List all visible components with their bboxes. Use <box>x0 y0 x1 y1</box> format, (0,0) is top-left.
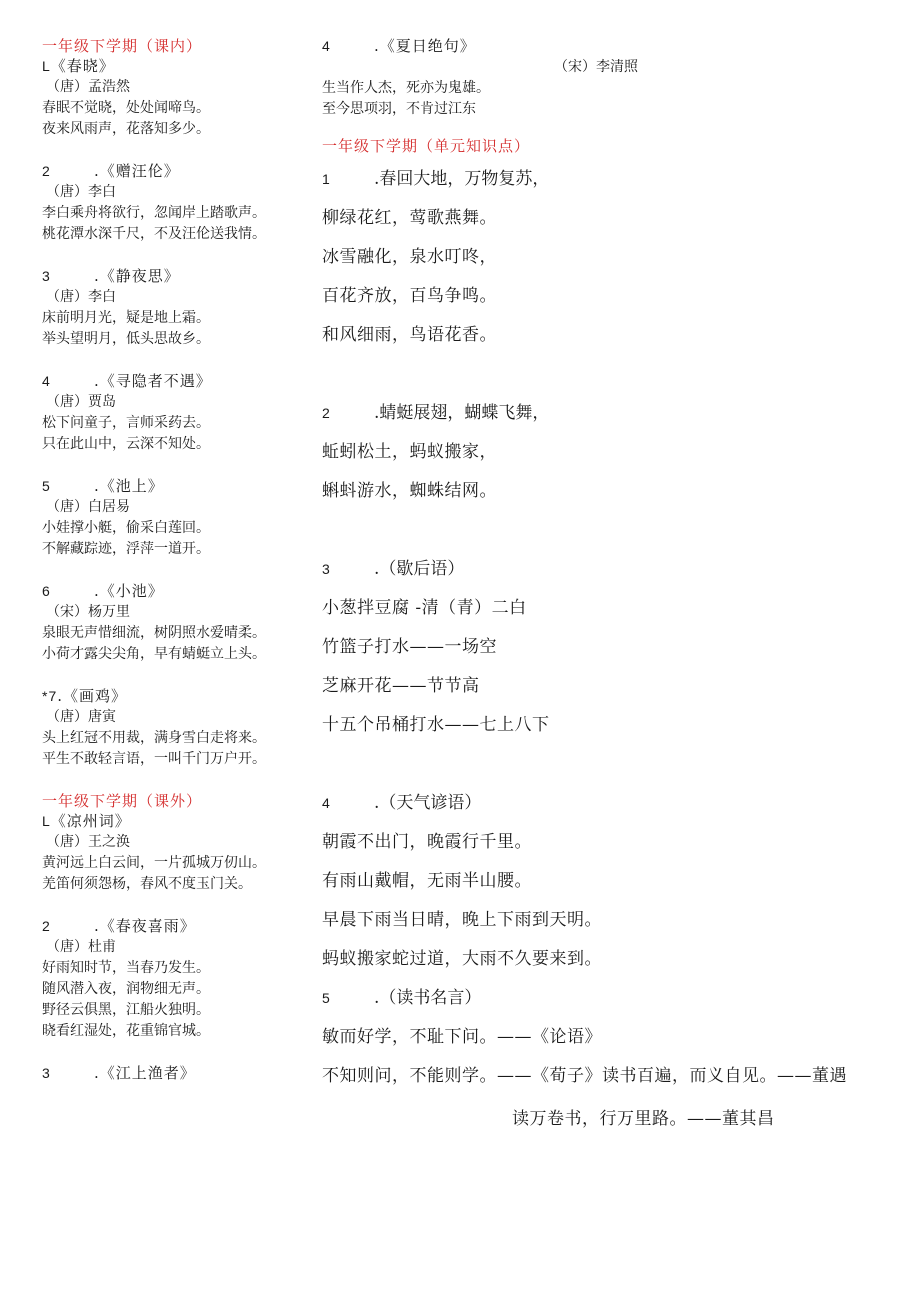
knowledge-block <box>322 550 882 784</box>
poem-number: 3 <box>42 268 51 284</box>
poem-line: 小娃撑小艇，偷采白莲回。 <box>42 520 210 536</box>
poem-number: 6 <box>42 583 51 599</box>
poem-number: 4 <box>42 373 51 389</box>
poem-title-text: 《春晓》 <box>50 57 115 75</box>
knowledge-line: 百花齐放，百鸟争鸣。 <box>322 286 497 306</box>
knowledge-block-number: 2 <box>322 405 330 421</box>
poem-item <box>42 686 297 770</box>
knowledge-line: 蚯蚓松土，蚂蚁搬家， <box>322 442 497 462</box>
poem-number: 5 <box>42 478 51 494</box>
section-title-unit-knowledge: 一年级下学期（单元知识点） <box>322 137 531 155</box>
knowledge-block-head-text: .（读书名言） <box>374 988 482 1008</box>
poem-number: 2 <box>42 918 51 934</box>
poem-title <box>42 266 297 286</box>
poem-line: 床前明月光，疑是地上霜。 <box>42 310 210 326</box>
knowledge-block-head-text: .（天气谚语） <box>374 793 482 813</box>
poem-title-text: .《小池》 <box>94 582 164 600</box>
poem-title <box>42 581 297 601</box>
section-title-in-class: 一年级下学期（课内） <box>42 37 203 55</box>
poem-author: （唐）李白 <box>46 289 116 305</box>
poem-line: 夜来风雨声，花落知多少。 <box>42 121 210 137</box>
poem-line: 松下问童子，言师采药去。 <box>42 415 210 431</box>
knowledge-line: 读万卷书，行万里路。——董其昌 <box>512 1109 775 1129</box>
knowledge-line: 冰雪融化，泉水叮咚， <box>322 247 497 267</box>
knowledge-line: 竹篮子打水——一场空 <box>322 637 497 657</box>
poem-title <box>42 56 297 76</box>
poem-line: 生当作人杰，死亦为鬼雄。 <box>322 80 490 96</box>
knowledge-block-head <box>322 784 882 823</box>
knowledge-line: 芝麻开花——节节高 <box>322 676 480 696</box>
left-column <box>42 36 297 1104</box>
poem-line: 春眠不觉晓，处处闻啼鸟。 <box>42 100 210 116</box>
poem-title <box>42 811 297 831</box>
poem-author: （唐）唐寅 <box>46 709 116 725</box>
poem-title-text: .《春夜喜雨》 <box>94 917 196 935</box>
poem-line: 举头望明月，低头思故乡。 <box>42 331 210 347</box>
knowledge-block-head <box>322 979 882 1018</box>
poem-title-text: .《画鸡》 <box>57 687 128 705</box>
knowledge-block-number: 4 <box>322 795 330 811</box>
right-column <box>322 36 882 1139</box>
poem-item <box>42 811 297 895</box>
poem-number: 3 <box>42 1065 51 1081</box>
poem-line: 不解藏踪迹，浮萍一道开。 <box>42 541 210 557</box>
extracurricular-poem-list <box>42 811 297 1083</box>
knowledge-block <box>322 979 882 1139</box>
poem-title-text: .《寻隐者不遇》 <box>94 372 212 390</box>
poem-number: 4 <box>322 38 331 54</box>
poem-author: （宋）李清照 <box>554 59 638 75</box>
poem-line: 头上红冠不用裁，满身雪白走将来。 <box>42 730 266 746</box>
poem-title-text: .《夏日绝句》 <box>374 37 476 55</box>
knowledge-block-list <box>322 160 882 1139</box>
knowledge-line: 和风细雨，鸟语花香。 <box>322 325 497 345</box>
poem-line: 平生不敢轻言语，一叫千门万户开。 <box>42 751 266 767</box>
knowledge-block-head-text: .（歇后语） <box>374 559 465 579</box>
poem-line: 羌笛何须怨杨，春风不度玉门关。 <box>42 876 252 892</box>
knowledge-line: 朝霞不出门，晚霞行千里。 <box>322 832 532 852</box>
poem-title <box>42 686 297 706</box>
knowledge-line: 早晨下雨当日晴，晚上下雨到天明。 <box>322 910 602 930</box>
knowledge-block-number: 5 <box>322 990 330 1006</box>
knowledge-line: 蚂蚁搬家蛇过道，大雨不久要来到。 <box>322 949 602 969</box>
poem-item <box>42 161 297 245</box>
knowledge-line: 敏而好学，不耻下问。——《论语》 <box>322 1027 602 1047</box>
poem-item <box>42 916 297 1042</box>
knowledge-line: 不知则问，不能则学。——《荀子》读书百遍，而义自见。——董遇 <box>322 1066 847 1086</box>
knowledge-line: 十五个吊桶打水——七上八下 <box>322 715 550 735</box>
knowledge-block-number: 1 <box>322 171 330 187</box>
poem-title-text: .《池上》 <box>94 477 164 495</box>
poem-number: L <box>42 58 51 74</box>
poem-line: 黄河远上白云间，一片孤城万仞山。 <box>42 855 266 871</box>
poem-item <box>42 266 297 350</box>
poem-line: 随风潜入夜，润物细无声。 <box>42 981 210 997</box>
knowledge-block-head-text: .春回大地，万物复苏， <box>374 169 550 189</box>
poem-line: 李白乘舟将欲行，忽闻岸上踏歌声。 <box>42 205 266 221</box>
poem-line: 只在此山中，云深不知处。 <box>42 436 210 452</box>
poem-item <box>42 56 297 140</box>
block-spacer <box>322 355 882 394</box>
poem-item <box>42 581 297 665</box>
knowledge-line: 柳绿花红，莺歌燕舞。 <box>322 208 497 228</box>
poem-title <box>42 476 297 496</box>
poem-title <box>322 36 882 56</box>
poem-line: 小荷才露尖尖角，早有蜻蜓立上头。 <box>42 646 266 662</box>
poem-title-text: .《赠汪伦》 <box>94 162 180 180</box>
section-title-extracurricular: 一年级下学期（课外） <box>42 792 203 810</box>
poem-title <box>42 916 297 936</box>
knowledge-block-head <box>322 394 882 433</box>
poem-title-text: .《江上渔者》 <box>94 1064 196 1082</box>
poem-item <box>42 371 297 455</box>
poem-number: *7 <box>42 688 58 704</box>
poem-author: （唐）白居易 <box>46 499 130 515</box>
poem-line: 泉眼无声惜细流，树阴照水爱晴柔。 <box>42 625 266 641</box>
knowledge-line: 蝌蚪游水，蜘蛛结网。 <box>322 481 497 501</box>
poem-author: （唐）孟浩然 <box>46 79 130 95</box>
poem-line: 晓看红湿处，花重锦官城。 <box>42 1023 210 1039</box>
poem-title-text: .《静夜思》 <box>94 267 180 285</box>
poem-title-text: 《凉州词》 <box>50 812 131 830</box>
poem-item <box>42 476 297 560</box>
poem-author: （唐）李白 <box>46 184 116 200</box>
knowledge-line: 小葱拌豆腐 -清（青）二白 <box>322 598 527 618</box>
poem-author: （宋）杨万里 <box>46 604 130 620</box>
poem-title <box>42 371 297 391</box>
block-spacer <box>322 745 882 784</box>
poem-author: （唐）王之涣 <box>46 834 130 850</box>
poem-number: 2 <box>42 163 51 179</box>
poem-line: 至今思项羽，不肯过江东 <box>322 101 476 117</box>
knowledge-block <box>322 160 882 394</box>
block-spacer <box>322 511 882 550</box>
poem-item <box>322 36 882 120</box>
poem-line: 桃花潭水深千尺，不及汪伦送我情。 <box>42 226 266 242</box>
poem-item <box>42 1063 297 1083</box>
knowledge-block-head <box>322 550 882 589</box>
knowledge-block-number: 3 <box>322 561 330 577</box>
knowledge-block-head <box>322 160 882 199</box>
knowledge-line: 有雨山戴帽，无雨半山腰。 <box>322 871 532 891</box>
poem-line: 好雨知时节，当春乃发生。 <box>42 960 210 976</box>
poem-title <box>42 161 297 181</box>
poem-author: （唐）贾岛 <box>46 394 116 410</box>
poem-number: L <box>42 813 51 829</box>
knowledge-block-head-text: .蜻蜓展翅，蝴蝶飞舞， <box>374 403 550 423</box>
in-class-poem-list <box>42 56 297 770</box>
knowledge-block <box>322 784 882 979</box>
knowledge-block <box>322 394 882 550</box>
poem-line: 野径云俱黑，江船火独明。 <box>42 1002 210 1018</box>
poem-title <box>42 1063 297 1083</box>
poem-author: （唐）杜甫 <box>46 939 116 955</box>
